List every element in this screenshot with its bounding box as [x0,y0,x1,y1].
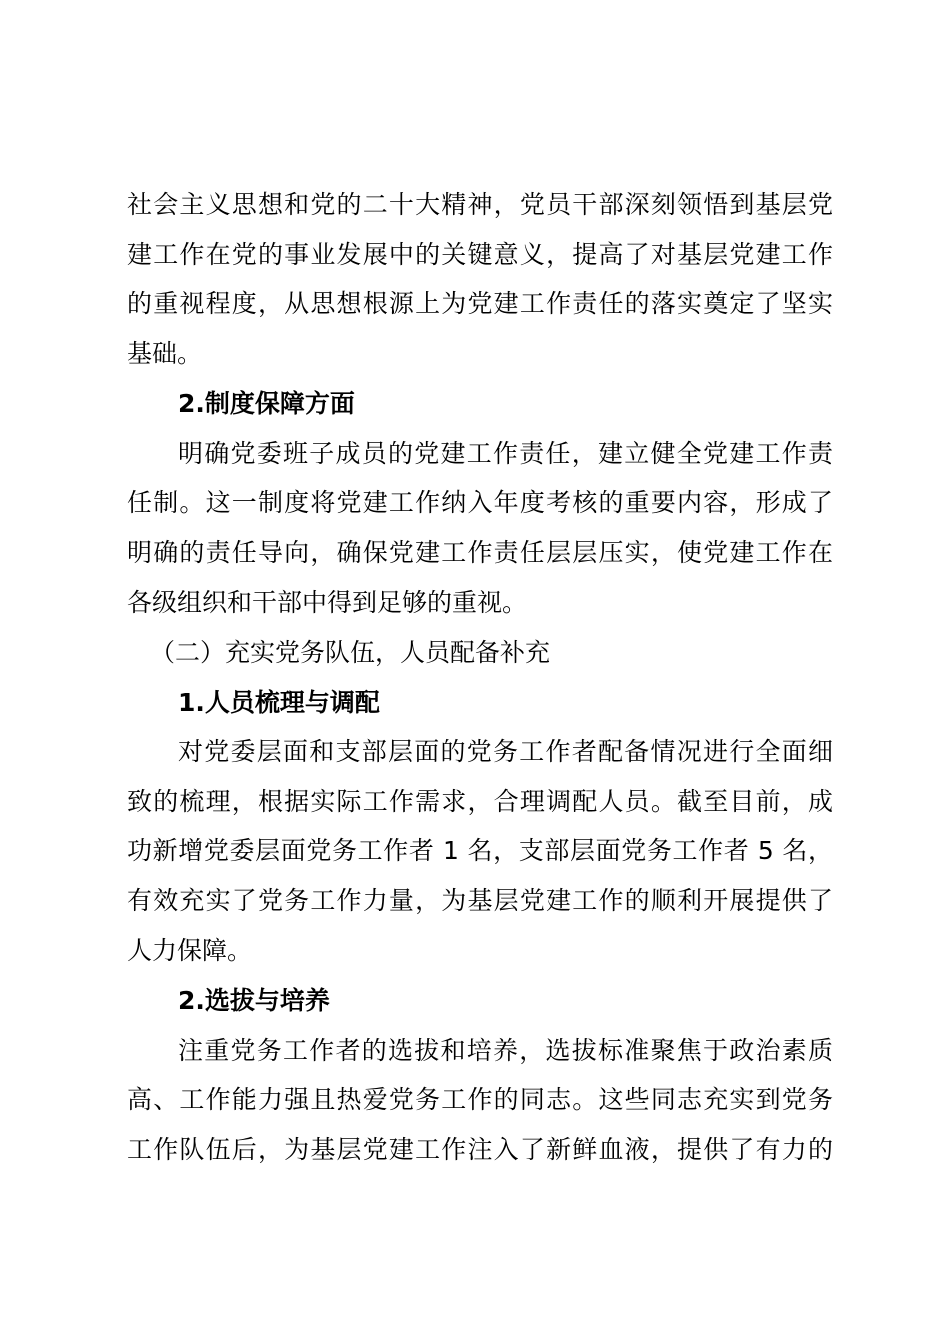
paragraph-line: 的重视程度，从思想根源上为党建工作责任的落实奠定了坚实 [127,289,833,318]
paragraph-line: 工作队伍后，为基层党建工作注入了新鲜血液，提供了有力的 [127,1135,833,1164]
paragraph-line: 对党委层面和支部层面的党务工作者配备情况进行全面细 [178,737,833,766]
paragraph-line: 明确党委班子成员的党建工作责任，建立健全党建工作责 [178,439,833,468]
paragraph-line: 人力保障。 [127,936,253,965]
paragraph-line: 明确的责任导向，确保党建工作责任层层压实，使党建工作在 [127,538,833,567]
paragraph-line: 社会主义思想和党的二十大精神，党员干部深刻领悟到基层党 [127,190,833,219]
paragraph-line: 各级组织和干部中得到足够的重视。 [127,588,528,617]
section-heading: 2.制度保障方面 [178,389,355,418]
section-heading: 1.人员梳理与调配 [178,688,380,717]
paragraph-line: 建工作在党的事业发展中的关键意义，提高了对基层党建工作 [127,240,833,269]
paragraph-line: 基础。 [127,339,203,368]
paragraph-line: 功新增党委层面党务工作者 1 名，支部层面党务工作者 5 名， [127,836,833,865]
paragraph-line: 高、工作能力强且热爱党务工作的同志。这些同志充实到党务 [127,1085,833,1114]
paragraph-line: 任制。这一制度将党建工作纳入年度考核的重要内容，形成了 [127,488,833,517]
section-heading: 2.选拔与培养 [178,986,330,1015]
paragraph-line: 有效充实了党务工作力量，为基层党建工作的顺利开展提供了 [127,886,833,915]
paragraph-line: 注重党务工作者的选拔和培养，选拔标准聚焦于政治素质 [178,1036,833,1065]
paragraph-line: 致的梳理，根据实际工作需求，合理调配人员。截至目前，成 [127,787,833,816]
subsection-heading: （二）充实党务队伍，人员配备补充 [150,638,551,667]
